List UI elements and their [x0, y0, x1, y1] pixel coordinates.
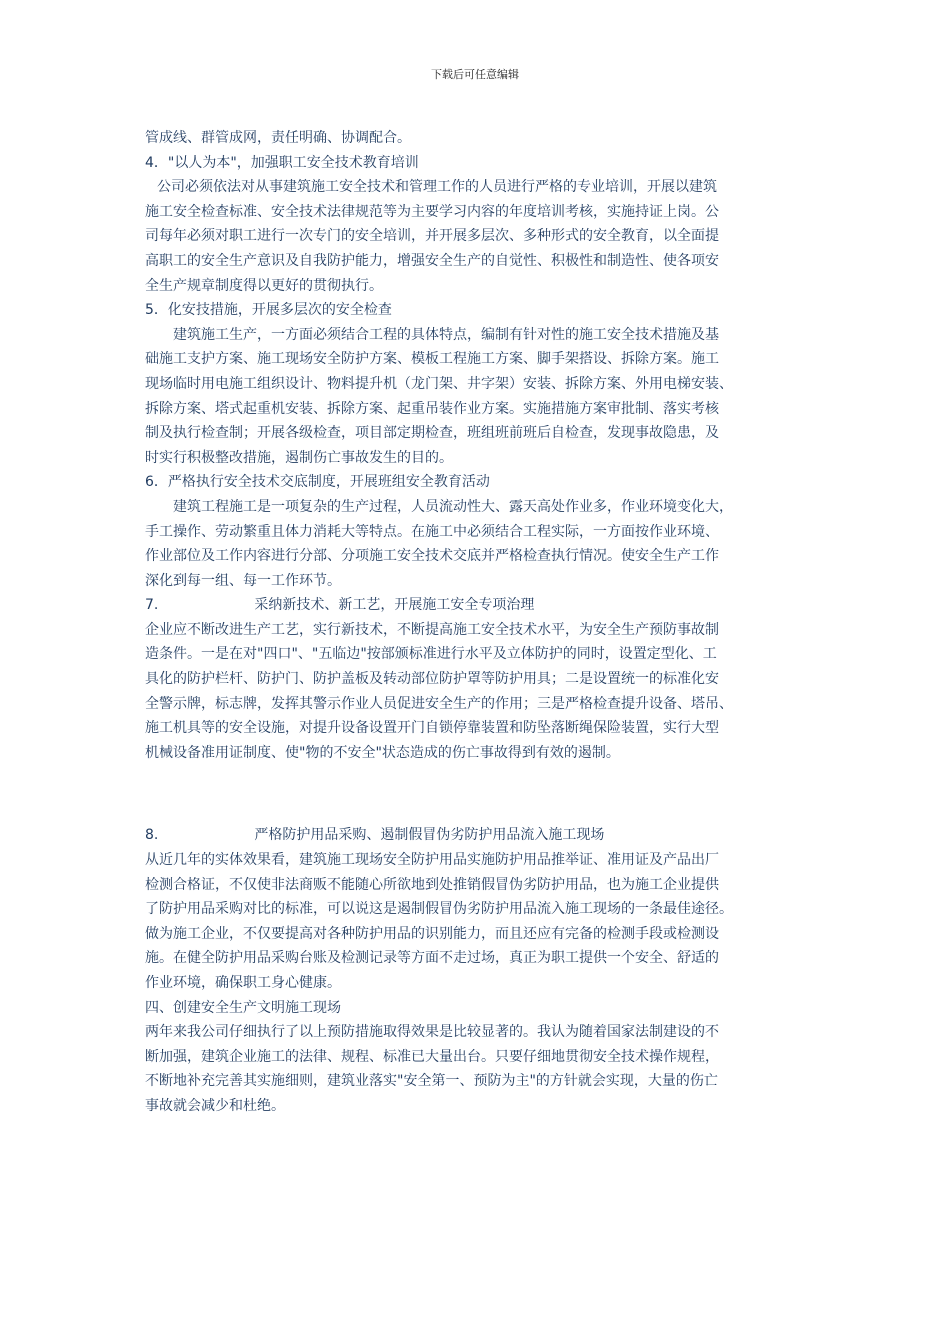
paragraph-line: 做为施工企业，不仅要提高对各种防护用品的识别能力，而且还应有完备的检测手段或检测设	[145, 925, 719, 942]
document-body	[145, 126, 815, 1119]
paragraph-line: 作业环境，确保职工身心健康。	[145, 975, 341, 991]
paragraph-line: 高职工的安全生产意识及自我防护能力，增强安全生产的自觉性、积极性和制造性、使各项安	[145, 252, 719, 269]
heading-title: 采纳新技术、新工艺，开展施工安全专项治理	[254, 597, 535, 614]
section-heading-6: 6．严格执行安全技术交底制度，开展班组安全教育活动	[145, 474, 490, 491]
paragraph-line: 司每年必须对职工进行一次专门的安全培训，并开展多层次、多种形式的安全教育，以全面提	[145, 228, 719, 245]
paragraph-line: 深化到每一组、每一工作环节。	[145, 572, 341, 589]
paragraph-line: 了防护用品采购对比的标准，可以说这是遏制假冒伪劣防护用品流入施工现场的一条最佳途径。	[145, 901, 733, 918]
paragraph-line: 施工安全检查标准、安全技术法律规范等为主要学习内容的年度培训考核，实施持证上岗。公	[145, 203, 719, 220]
paragraph-line: 时实行积极整改措施，遏制伤亡事故发生的目的。	[145, 449, 453, 466]
paragraph-line: 拆除方案、塔式起重机安装、拆除方案、起重吊装作业方案。实施措施方案审批制、落实考核	[145, 400, 719, 417]
paragraph-line: 施。在健全防护用品采购台账及检测记录等方面不走过场，真正为职工提供一个安全、舒适的	[145, 950, 719, 967]
paragraph-line: 全警示牌，标志牌，发挥其警示作业人员促进安全生产的作用；三是严格检查提升设备、塔吊、	[145, 695, 733, 712]
heading-number: 7.	[145, 597, 159, 614]
paragraph-line: 现场临时用电施工组织设计、物料提升机（龙门架、井字架）安装、拆除方案、外用电梯安装、	[145, 375, 733, 392]
paragraph-line: 管成线、群管成网，责任明确、协调配合。	[145, 130, 411, 146]
paragraph-line: 制及执行检查制；开展各级检查，项目部定期检查，班组班前班后自检查，发现事故隐患，及	[145, 425, 719, 442]
paragraph-line: 全生产规章制度得以更好的贯彻执行。	[145, 277, 383, 294]
section-heading-7	[145, 593, 815, 618]
heading-number: 8.	[145, 827, 159, 844]
paragraph-line: 建筑施工生产，一方面必须结合工程的具体特点，编制有针对性的施工安全技术措施及基	[173, 326, 719, 343]
paragraph-line: 础施工支护方案、施工现场安全防护方案、模板工程施工方案、脚手架搭设、拆除方案。施工	[145, 351, 719, 368]
section-heading-four: 四、创建安全生产文明施工现场	[145, 999, 341, 1016]
paragraph-line: 断加强，建筑企业施工的法律、规程、标准已大量出台。只要仔细地贯彻安全技术操作规程，	[145, 1048, 719, 1065]
paragraph-line: 检测合格证，不仅使非法商贩不能随心所欲地到处推销假冒伪劣防护用品，也为施工企业提供	[145, 876, 719, 893]
paragraph-line: 两年来我公司仔细执行了以上预防措施取得效果是比较显著的。我认为随着国家法制建设的不	[145, 1024, 719, 1041]
paragraph-line: 造条件。一是在对"四口"、"五临边"按部颁标准进行水平及立体防护的同时，设置定型化、工	[145, 646, 717, 663]
paragraph-line: 建筑工程施工是一项复杂的生产过程，人员流动性大、露天高处作业多，作业环境变化大，	[173, 498, 733, 515]
paragraph-line: 作业部位及工作内容进行分部、分项施工安全技术交底并严格检查执行情况。使安全生产工作	[145, 548, 719, 565]
blank-space	[145, 765, 815, 823]
section-heading-4: 4．"以人为本"，加强职工安全技术教育培训	[145, 154, 419, 171]
section-heading-8	[145, 823, 815, 848]
heading-title: 严格防护用品采购、遏制假冒伪劣防护用品流入施工现场	[254, 827, 605, 844]
paragraph-line: 具化的防护栏杆、防护门、防护盖板及转动部位防护罩等防护用具；二是设置统一的标准化安	[145, 671, 719, 688]
page-header: 下载后可任意编辑	[431, 68, 519, 81]
paragraph-line: 公司必须依法对从事建筑施工安全技术和管理工作的人员进行严格的专业培训，开展以建筑	[157, 179, 717, 196]
section-heading-5: 5．化安技措施，开展多层次的安全检查	[145, 302, 392, 319]
paragraph-line: 不断地补充完善其实施细则，建筑业落实"安全第一、预防为主"的方针就会实现，大量的伤亡	[145, 1073, 718, 1090]
paragraph-line: 机械设备准用证制度、使"物的不安全"状态造成的伤亡事故得到有效的遏制。	[145, 744, 620, 761]
paragraph-line: 企业应不断改进生产工艺，实行新技术，不断提高施工安全技术水平，为安全生产预防事故制	[145, 621, 719, 638]
paragraph-line: 事故就会减少和杜绝。	[145, 1097, 285, 1114]
paragraph-line: 从近几年的实体效果看，建筑施工现场安全防护用品实施防护用品推举证、准用证及产品出厂	[145, 852, 719, 869]
paragraph-line: 手工操作、劳动繁重且体力消耗大等特点。在施工中必须结合工程实际，一方面按作业环境、	[145, 523, 719, 540]
paragraph-line: 施工机具等的安全设施，对提升设备设置开门自锁停靠装置和防坠落断绳保险装置，实行大型	[145, 720, 719, 737]
